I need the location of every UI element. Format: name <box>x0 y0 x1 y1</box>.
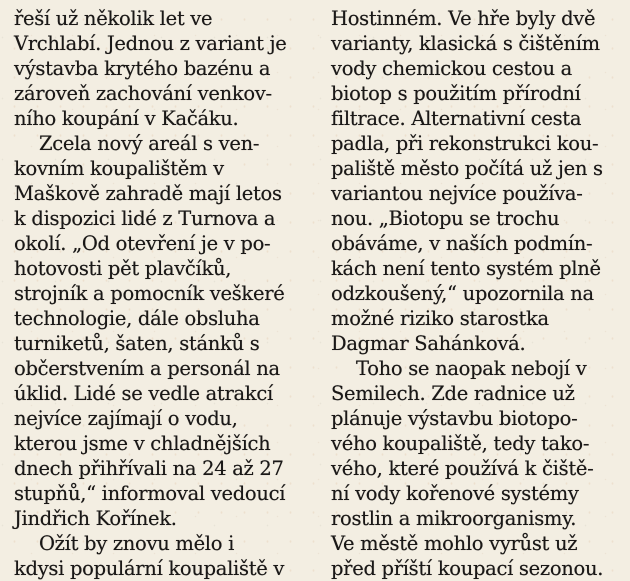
text-line: obáváme, v naších podmín- <box>331 232 593 255</box>
text-line: kterou jsme v chladnějších <box>14 432 271 455</box>
text-line: Ve městě mohlo vyrůst už <box>331 532 578 555</box>
text-line: okolí. „Od otevření je v po- <box>14 232 271 255</box>
text-line: vody chemickou cestou a <box>331 57 572 80</box>
text-line: Zcela nový areál s ven- <box>39 132 260 155</box>
text-line: Ožít by znovu mělo i <box>39 532 235 555</box>
text-line: ního koupání v Kačáku. <box>14 107 239 130</box>
text-line: ní vody kořenové systémy <box>331 482 579 505</box>
text-line: variantou nejvíce používa- <box>331 182 583 205</box>
text-line: rostlin a mikroorganismy. <box>331 507 577 530</box>
text-line: vého, které používá k čiště- <box>331 457 594 480</box>
text-line: kovním koupalištěm v <box>14 157 224 180</box>
text-line: Hostinném. Ve hře byly dvě <box>331 7 596 30</box>
text-line: turniketů, šaten, stánků s <box>14 332 260 355</box>
text-line: technologie, dále obsluha <box>14 307 260 330</box>
text-line: nejvíce zajímají o vodu, <box>14 407 238 430</box>
text-line: nou. „Biotopu se trochu <box>331 207 560 230</box>
text-line: kách není tento systém plně <box>331 257 601 280</box>
text-line: dnech přihřívali na 24 až 27 <box>14 457 284 480</box>
text-line: varianty, klasická s čištěním <box>331 32 600 55</box>
text-line: zároveň zachování venkov- <box>14 82 272 105</box>
text-line: paliště město počítá už jen s <box>331 157 603 180</box>
text-line: odzkoušený,“ upozornila na <box>331 282 594 305</box>
text-line: před příští koupací sezonou. <box>331 557 604 580</box>
text-line: filtrace. Alternativní cesta <box>331 107 582 130</box>
text-line: výstavba krytého bazénu a <box>14 57 271 80</box>
text-line: Vrchlabí. Jednou z variant je <box>14 32 287 55</box>
article-column-left <box>14 6 320 581</box>
text-line: stupňů,“ informoval vedoucí <box>14 482 286 505</box>
text-line: Jindřich Kořínek. <box>14 507 177 530</box>
article-column-right <box>331 6 630 581</box>
text-line: Semilech. Zde radnice už <box>331 382 575 405</box>
text-line: biotop s použitím přírodní <box>331 82 581 105</box>
text-line: padla, při rekonstrukci kou- <box>331 132 599 155</box>
text-line: vého koupaliště, tedy tako- <box>331 432 590 455</box>
text-line: Maškově zahradě mají letos <box>14 182 282 205</box>
text-line: k dispozici lidé z Turnova a <box>14 207 276 230</box>
text-line: možné riziko starostka <box>331 307 549 330</box>
text-line: hotovosti pět plavčíků, <box>14 257 232 280</box>
text-line: řeší už několik let ve <box>14 7 213 30</box>
text-line: kdysi populární koupaliště v <box>14 557 285 580</box>
text-line: Toho se naopak nebojí v <box>356 357 587 380</box>
text-line: Dagmar Sahánková. <box>331 332 526 355</box>
text-line: strojník a pomocník veškeré <box>14 282 285 305</box>
text-line: občerstvením a personál na <box>14 357 280 380</box>
text-line: plánuje výstavbu biotopo- <box>331 407 578 430</box>
text-line: úklid. Lidé se vedle atrakcí <box>14 382 273 405</box>
